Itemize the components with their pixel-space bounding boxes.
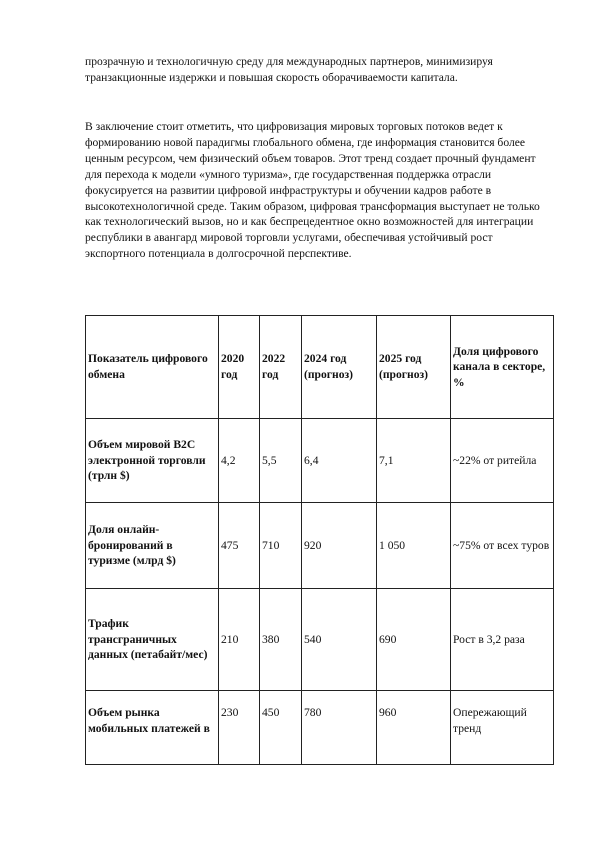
- row-label: Объем рынка мобильных платежей в: [86, 691, 219, 765]
- digital-exchange-table: [85, 315, 554, 765]
- table-cell: 7,1: [377, 419, 451, 503]
- table-cell: 230: [219, 691, 260, 765]
- header-indicator: Показатель цифрового обмена: [86, 316, 219, 419]
- table-row: [86, 503, 554, 589]
- table-cell: 960: [377, 691, 451, 765]
- row-label: Трафик трансграничных данных (петабайт/мес): [86, 589, 219, 691]
- table-cell: 210: [219, 589, 260, 691]
- table-cell: 475: [219, 503, 260, 589]
- table-cell: Опережающий тренд: [451, 691, 554, 765]
- table-cell: 540: [302, 589, 377, 691]
- paragraph-conclusion: В заключение стоит отметить, что цифровизация мировых торговых потоков ведет к формированию новой парадигмы глобального обмена, где информация становится более ценным ресурсом, чем физический объем товаров. Этот тренд создает прочный фундамент для перехода к модели «умного туризма», где государственная поддержка отрасли фокусируется на развитии цифровой инфраструктуры и обучении кадров работе в высокотехнологичной среде. Таким образом, цифровая трансформация выступает не только как технологический вызов, но и как беспрецедентное окно возможностей для интеграции республики в авангард мировой торговли услугами, обеспечивая устойчивый рост экспортного потенциала в долгосрочной перспективе.: [85, 120, 540, 261]
- row-label: Объем мировой B2C электронной торговли (трлн $): [86, 419, 219, 503]
- table-cell: ~75% от всех туров: [451, 503, 554, 589]
- table-cell: 1 050: [377, 503, 451, 589]
- header-2025: 2025 год (прогноз): [377, 316, 451, 419]
- table-row: [86, 691, 554, 765]
- table-row: [86, 589, 554, 691]
- header-digital-share: Доля цифрового канала в секторе, %: [451, 316, 554, 419]
- row-label: Доля онлайн-бронирований в туризме (млрд $): [86, 503, 219, 589]
- table-header-row: [86, 316, 554, 419]
- table-cell: 380: [260, 589, 302, 691]
- table-row: [86, 419, 554, 503]
- table-cell: ~22% от ритейла: [451, 419, 554, 503]
- header-2024: 2024 год (прогноз): [302, 316, 377, 419]
- table-cell: 4,2: [219, 419, 260, 503]
- header-2020: 2020 год: [219, 316, 260, 419]
- header-2022: 2022 год: [260, 316, 302, 419]
- paragraph-intro-continuation: прозрачную и технологичную среду для международных партнеров, минимизируя транзакционные издержки и повышая скорость оборачиваемости капитала.: [85, 55, 493, 84]
- table-cell: Рост в 3,2 раза: [451, 589, 554, 691]
- table-cell: 450: [260, 691, 302, 765]
- table-cell: 920: [302, 503, 377, 589]
- table-cell: 690: [377, 589, 451, 691]
- table-cell: 5,5: [260, 419, 302, 503]
- table-cell: 6,4: [302, 419, 377, 503]
- table-cell: 780: [302, 691, 377, 765]
- table-cell: 710: [260, 503, 302, 589]
